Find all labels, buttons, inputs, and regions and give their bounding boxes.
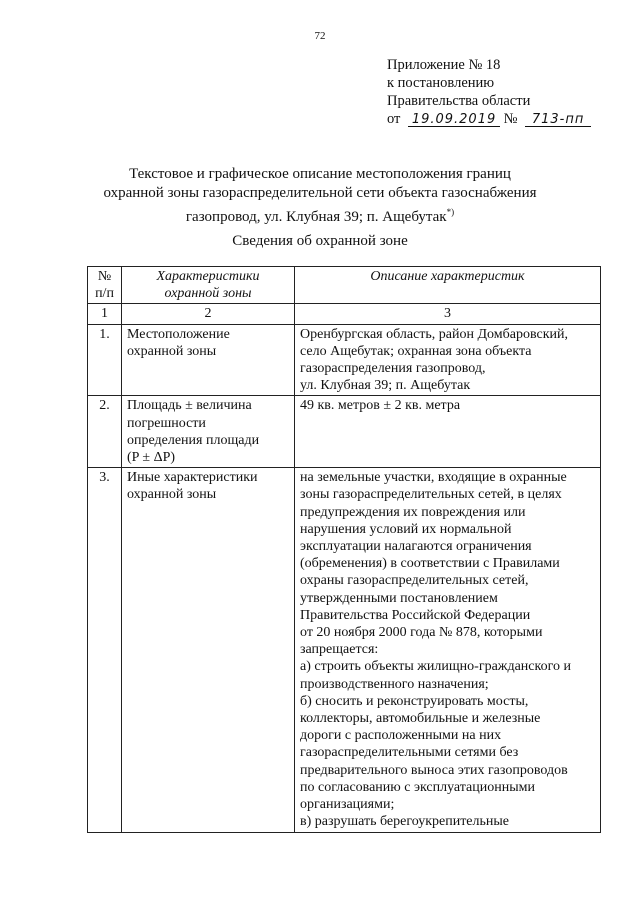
header-number	[88, 267, 122, 304]
text-line: организациями;	[300, 797, 395, 813]
text-line: 49 кв. метров ± 2 кв. метра	[300, 398, 461, 414]
row-characteristic	[122, 468, 295, 832]
text-line: Правительства Российской Федерации	[300, 607, 531, 623]
footnote-mark: *)	[446, 207, 455, 217]
text-line: дороги с расположенными на них	[300, 728, 502, 744]
text-line: на земельные участки, входящие в охранные	[300, 470, 567, 486]
text-line: охранной зоны	[127, 343, 217, 359]
appendix-line-2: к постановлению	[387, 75, 495, 91]
table-row	[88, 396, 601, 468]
text-line: б) сносить и реконструировать мосты,	[300, 693, 529, 709]
table-header-row	[88, 267, 601, 304]
header-number-line2: п/п	[95, 286, 114, 302]
row-number: 1.	[88, 324, 122, 396]
header-characteristic-line1: Характеристики	[156, 269, 260, 284]
appendix-date-line	[387, 110, 591, 128]
number-label: №	[503, 111, 518, 127]
row-characteristic	[122, 396, 295, 468]
text-line: Площадь ± величина	[127, 398, 252, 414]
table-row	[88, 324, 601, 396]
text-line: в) разрушать берегоукрепительные	[300, 814, 510, 830]
table-row	[88, 468, 601, 832]
text-line: газораспределительными сетями без	[300, 745, 519, 761]
appendix-line-1: Приложение № 18	[387, 57, 501, 73]
row-description	[295, 468, 601, 832]
text-line: зоны газораспределительных сетей, в целях	[300, 487, 562, 503]
handwritten-date: 19.09.2019	[408, 113, 500, 127]
appendix-line-3: Правительства области	[387, 93, 531, 109]
text-line: запрещается:	[300, 642, 379, 658]
from-label: от	[387, 111, 401, 127]
row-number: 3.	[88, 468, 122, 832]
text-line: Иные характеристики	[127, 470, 258, 486]
header-description: Описание характеристик	[295, 267, 601, 304]
text-line: охраны газораспределительных сетей,	[300, 573, 529, 589]
row-number: 2.	[88, 396, 122, 468]
text-line: утвержденными постановлением	[300, 590, 498, 606]
text-line: производственного назначения;	[300, 676, 489, 692]
column-number: 3	[295, 304, 601, 324]
text-line: предварительного выноса этих газопроводов	[300, 762, 568, 778]
text-line: село Ащебутак; охранная зона объекта	[300, 343, 532, 359]
document-title	[0, 165, 640, 227]
title-line-2: охранной зоны газораспределительной сети объекта газоснабжения	[103, 185, 537, 201]
text-line: Оренбургская область, район Домбаровский,	[300, 326, 569, 342]
text-line: газораспределения газопровод,	[300, 361, 486, 377]
row-description	[295, 396, 601, 468]
column-number-row	[88, 304, 601, 324]
text-line: по согласованию с эксплуатационными	[300, 779, 535, 795]
text-line: ул. Клубная 39; п. Ащебутак	[300, 378, 471, 394]
title-line-1: Текстовое и графическое описание местоположения границ	[129, 166, 511, 182]
text-line: Местоположение	[127, 326, 230, 342]
protection-zone-table	[87, 266, 601, 833]
page-number: 72	[314, 30, 326, 42]
header-characteristic-line2: охранной зоны	[164, 286, 252, 302]
column-number: 1	[88, 304, 122, 324]
column-number: 2	[122, 304, 295, 324]
text-line: (обременения) в соответствии с Правилами	[300, 556, 560, 572]
header-number-line1: №	[97, 269, 112, 284]
text-line: охранной зоны	[127, 487, 217, 503]
handwritten-number: 713-пп	[525, 113, 591, 127]
text-line: от 20 ноября 2000 года № 878, которыми	[300, 625, 543, 641]
section-title: Сведения об охранной зоне	[232, 233, 408, 249]
text-line: погрешности	[127, 415, 206, 431]
row-characteristic	[122, 324, 295, 396]
appendix-block	[387, 56, 591, 128]
row-description	[295, 324, 601, 396]
title-line-3	[0, 203, 640, 227]
text-line: нарушения условий их нормальной	[300, 521, 512, 537]
text-line: эксплуатации налагаются ограничения	[300, 539, 532, 555]
text-line: коллекторы, автомобильные и железные	[300, 711, 541, 727]
header-characteristic	[122, 267, 295, 304]
text-line: предупреждения их повреждения или	[300, 504, 526, 520]
title-line-3-text: газопровод, ул. Клубная 39; п. Ащебутак	[185, 209, 447, 225]
text-line: определения площади	[127, 432, 260, 448]
text-line: (P ± ΔP)	[127, 450, 176, 466]
text-line: а) строить объекты жилищно-гражданского и	[300, 659, 571, 675]
